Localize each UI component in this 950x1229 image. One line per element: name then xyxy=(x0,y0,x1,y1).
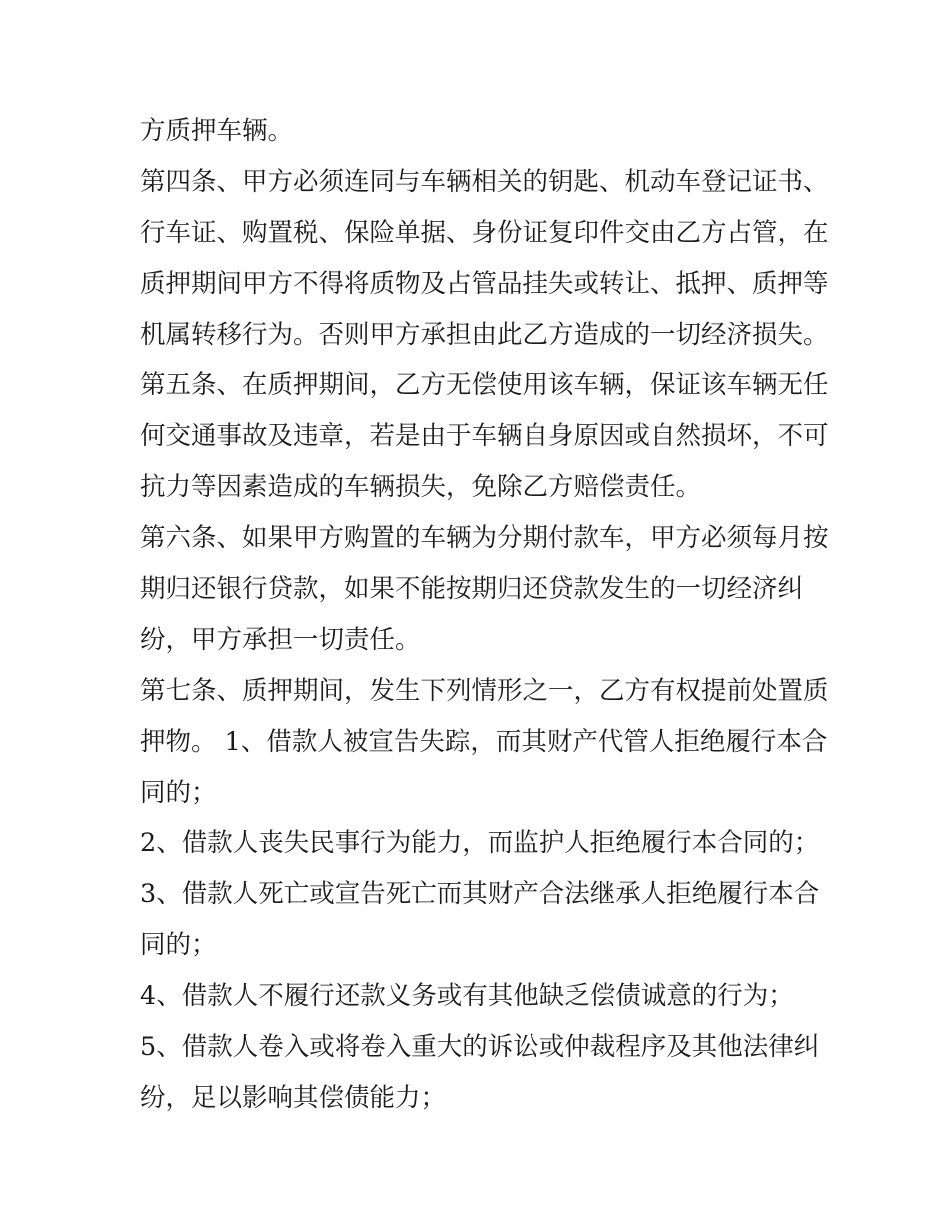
text-line: 4、借款人不履行还款义务或有其他缺乏偿债诚意的行为； xyxy=(140,981,794,1012)
paragraph-continuation xyxy=(140,106,816,157)
text-line: 方质押车辆。 xyxy=(140,116,294,146)
text-line: 第四条、甲方必须连同与车辆相关的钥匙、机动车登记证书、 xyxy=(140,166,829,197)
paragraph-article-6 xyxy=(140,513,829,666)
text-line: 机属转移行为。否则甲方承担由此乙方造成的一切经济损失。 xyxy=(140,319,829,350)
text-line: 何交通事故及违章，若是由于车辆自身原因或自然损坏，不可 xyxy=(140,421,829,452)
paragraph-article-4 xyxy=(140,157,829,361)
text-line: 第五条、在质押期间，乙方无偿使用该车辆，保证该车辆无任 xyxy=(140,370,829,401)
text-line: 5、借款人卷入或将卷入重大的诉讼或仲裁程序及其他法律纠 xyxy=(140,1032,820,1063)
document-body xyxy=(140,106,829,1124)
list-item-5 xyxy=(140,1022,820,1124)
list-item-2 xyxy=(140,818,820,869)
text-line: 第七条、质押期间，发生下列情形之一，乙方有权提前处置质 xyxy=(140,675,829,706)
text-line: 期归还银行贷款，如果不能按期归还贷款发生的一切经济纠 xyxy=(140,574,804,605)
text-line: 同的； xyxy=(140,930,217,961)
text-line: 抗力等因素造成的车辆损失，免除乙方赔偿责任。 xyxy=(140,472,702,503)
text-line: 同的； xyxy=(140,777,217,808)
list-item-3 xyxy=(140,869,820,971)
text-line: 行车证、购置税、保险单据、身份证复印件交由乙方占管，在 xyxy=(140,217,829,248)
text-line: 3、借款人死亡或宣告死亡而其财产合法继承人拒绝履行本合 xyxy=(140,879,820,910)
text-line: 第六条、如果甲方购置的车辆为分期付款车，甲方必须每月按 xyxy=(140,523,829,554)
text-line: 纷，足以影响其偿债能力； xyxy=(140,1082,447,1113)
text-line: 纷，甲方承担一切责任。 xyxy=(140,624,421,655)
text-line: 质押期间甲方不得将质物及占管品挂失或转让、抵押、质押等 xyxy=(140,268,829,299)
text-line: 2、借款人丧失民事行为能力，而监护人拒绝履行本合同的； xyxy=(140,828,820,859)
text-line: 押物。 1、借款人被宣告失踪，而其财产代管人拒绝履行本合 xyxy=(140,726,828,757)
list-item-4 xyxy=(140,971,816,1022)
paragraph-article-5 xyxy=(140,360,829,513)
paragraph-article-7 xyxy=(140,666,829,819)
